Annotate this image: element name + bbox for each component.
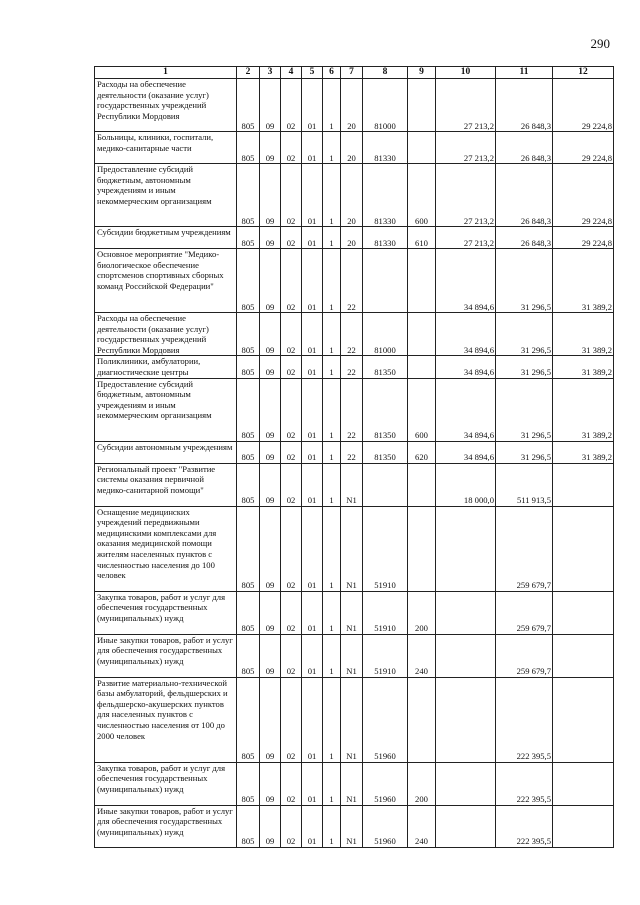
direction-code-cell: 81350: [363, 441, 408, 463]
chapter-code-cell: 805: [237, 249, 260, 313]
column-header: 11: [496, 67, 553, 79]
expense-type-cell: 240: [408, 805, 436, 847]
program-code-cell: 01: [302, 506, 323, 591]
chapter-code-cell: 805: [237, 356, 260, 378]
amount-year-2-cell: 31 296,5: [496, 378, 553, 441]
event-code-cell: N1: [341, 805, 363, 847]
event-code-cell: 20: [341, 132, 363, 164]
table-row: [95, 227, 614, 249]
program-code-cell: 01: [302, 164, 323, 227]
column-header: 9: [408, 67, 436, 79]
section-code-cell: 09: [260, 634, 281, 677]
table-row: [95, 591, 614, 634]
section-code-cell: 09: [260, 378, 281, 441]
amount-year-2-cell: 26 848,3: [496, 164, 553, 227]
amount-year-1-cell: [436, 805, 496, 847]
chapter-code-cell: 805: [237, 634, 260, 677]
table-row: [95, 634, 614, 677]
amount-year-2-cell: 222 395,5: [496, 805, 553, 847]
expense-name-cell: Основное мероприятие "Медико-биологическое обеспечение спортсменов спортивных сборных команд Российской Федерации": [95, 249, 237, 313]
expense-type-cell: [408, 677, 436, 762]
amount-year-2-cell: 259 679,7: [496, 506, 553, 591]
amount-year-2-cell: 31 296,5: [496, 356, 553, 378]
table-header-row: [95, 67, 614, 79]
amount-year-2-cell: 26 848,3: [496, 132, 553, 164]
subprogram-code-cell: 1: [323, 132, 341, 164]
table-row: [95, 677, 614, 762]
subprogram-code-cell: 1: [323, 164, 341, 227]
amount-year-2-cell: 26 848,3: [496, 79, 553, 132]
amount-year-1-cell: 27 213,2: [436, 164, 496, 227]
amount-year-3-cell: [553, 506, 614, 591]
expense-name-cell: Оснащение медицинских учреждений передвижными медицинскими комплексами для оказания медицинской помощи жителям населенных пунктов с численностью населения до 100 человек: [95, 506, 237, 591]
expense-name-cell: Больницы, клиники, госпитали, медико-санитарные части: [95, 132, 237, 164]
event-code-cell: 22: [341, 441, 363, 463]
page-number: 290: [590, 36, 610, 51]
table-body: [95, 79, 614, 848]
section-code-cell: 09: [260, 164, 281, 227]
event-code-cell: N1: [341, 634, 363, 677]
expense-type-cell: [408, 506, 436, 591]
chapter-code-cell: 805: [237, 805, 260, 847]
amount-year-3-cell: 31 389,2: [553, 441, 614, 463]
column-header: 5: [302, 67, 323, 79]
amount-year-3-cell: 31 389,2: [553, 249, 614, 313]
program-code-cell: 01: [302, 227, 323, 249]
amount-year-1-cell: 34 894,6: [436, 441, 496, 463]
table-row: [95, 506, 614, 591]
table-row: [95, 378, 614, 441]
amount-year-1-cell: [436, 634, 496, 677]
chapter-code-cell: 805: [237, 79, 260, 132]
program-code-cell: 01: [302, 591, 323, 634]
subsection-code-cell: 02: [281, 313, 302, 356]
amount-year-3-cell: 31 389,2: [553, 378, 614, 441]
program-code-cell: 01: [302, 441, 323, 463]
expense-type-cell: 600: [408, 378, 436, 441]
column-header: 12: [553, 67, 614, 79]
column-header: 4: [281, 67, 302, 79]
event-code-cell: 22: [341, 249, 363, 313]
table-row: [95, 356, 614, 378]
expense-type-cell: 610: [408, 227, 436, 249]
direction-code-cell: 51910: [363, 591, 408, 634]
amount-year-1-cell: 27 213,2: [436, 227, 496, 249]
direction-code-cell: 51960: [363, 762, 408, 805]
amount-year-1-cell: [436, 506, 496, 591]
direction-code-cell: 81350: [363, 378, 408, 441]
subprogram-code-cell: 1: [323, 249, 341, 313]
section-code-cell: 09: [260, 762, 281, 805]
expense-type-cell: 600: [408, 164, 436, 227]
section-code-cell: 09: [260, 227, 281, 249]
amount-year-1-cell: 34 894,6: [436, 313, 496, 356]
amount-year-3-cell: 31 389,2: [553, 313, 614, 356]
subsection-code-cell: 02: [281, 227, 302, 249]
section-code-cell: 09: [260, 249, 281, 313]
table-row: [95, 313, 614, 356]
expense-type-cell: [408, 313, 436, 356]
program-code-cell: 01: [302, 356, 323, 378]
subprogram-code-cell: 1: [323, 79, 341, 132]
amount-year-3-cell: [553, 634, 614, 677]
amount-year-1-cell: [436, 762, 496, 805]
subsection-code-cell: 02: [281, 591, 302, 634]
table-row: [95, 762, 614, 805]
program-code-cell: 01: [302, 313, 323, 356]
subsection-code-cell: 02: [281, 441, 302, 463]
section-code-cell: 09: [260, 506, 281, 591]
subprogram-code-cell: 1: [323, 762, 341, 805]
column-header: 8: [363, 67, 408, 79]
program-code-cell: 01: [302, 762, 323, 805]
expense-type-cell: [408, 463, 436, 506]
expense-type-cell: [408, 249, 436, 313]
expense-name-cell: Предоставление субсидий бюджетным, автономным учреждениям и иным некоммерческим организациям: [95, 378, 237, 441]
subsection-code-cell: 02: [281, 132, 302, 164]
event-code-cell: N1: [341, 762, 363, 805]
amount-year-3-cell: [553, 591, 614, 634]
amount-year-2-cell: 259 679,7: [496, 634, 553, 677]
event-code-cell: 20: [341, 79, 363, 132]
amount-year-3-cell: [553, 463, 614, 506]
event-code-cell: N1: [341, 506, 363, 591]
amount-year-1-cell: 27 213,2: [436, 79, 496, 132]
event-code-cell: 22: [341, 356, 363, 378]
subprogram-code-cell: 1: [323, 591, 341, 634]
expense-type-cell: 200: [408, 591, 436, 634]
subprogram-code-cell: 1: [323, 356, 341, 378]
chapter-code-cell: 805: [237, 378, 260, 441]
subprogram-code-cell: 1: [323, 805, 341, 847]
column-header: 3: [260, 67, 281, 79]
expense-name-cell: Субсидии бюджетным учреждениям: [95, 227, 237, 249]
event-code-cell: 22: [341, 378, 363, 441]
amount-year-2-cell: 259 679,7: [496, 591, 553, 634]
amount-year-2-cell: 222 395,5: [496, 762, 553, 805]
amount-year-3-cell: 31 389,2: [553, 356, 614, 378]
event-code-cell: 20: [341, 227, 363, 249]
program-code-cell: 01: [302, 634, 323, 677]
section-code-cell: 09: [260, 79, 281, 132]
program-code-cell: 01: [302, 677, 323, 762]
section-code-cell: 09: [260, 313, 281, 356]
amount-year-2-cell: 511 913,5: [496, 463, 553, 506]
amount-year-2-cell: 26 848,3: [496, 227, 553, 249]
program-code-cell: 01: [302, 132, 323, 164]
budget-table: [94, 66, 614, 848]
subsection-code-cell: 02: [281, 463, 302, 506]
amount-year-1-cell: 34 894,6: [436, 356, 496, 378]
subprogram-code-cell: 1: [323, 506, 341, 591]
direction-code-cell: [363, 463, 408, 506]
table-row: [95, 79, 614, 132]
subsection-code-cell: 02: [281, 805, 302, 847]
subprogram-code-cell: 1: [323, 313, 341, 356]
column-header: 2: [237, 67, 260, 79]
column-header: 7: [341, 67, 363, 79]
amount-year-2-cell: 31 296,5: [496, 249, 553, 313]
chapter-code-cell: 805: [237, 164, 260, 227]
expense-name-cell: Иные закупки товаров, работ и услуг для обеспечения государственных (муниципальных) нужд: [95, 805, 237, 847]
event-code-cell: N1: [341, 591, 363, 634]
expense-name-cell: Поликлиники, амбулатории, диагностические центры: [95, 356, 237, 378]
amount-year-1-cell: 34 894,6: [436, 249, 496, 313]
table-row: [95, 441, 614, 463]
expense-type-cell: [408, 79, 436, 132]
amount-year-3-cell: 29 224,8: [553, 79, 614, 132]
amount-year-3-cell: [553, 805, 614, 847]
subsection-code-cell: 02: [281, 79, 302, 132]
direction-code-cell: [363, 249, 408, 313]
direction-code-cell: 81330: [363, 227, 408, 249]
subsection-code-cell: 02: [281, 249, 302, 313]
subsection-code-cell: 02: [281, 677, 302, 762]
program-code-cell: 01: [302, 805, 323, 847]
event-code-cell: 22: [341, 313, 363, 356]
expense-name-cell: Закупка товаров, работ и услуг для обеспечения государственных (муниципальных) нужд: [95, 762, 237, 805]
expense-name-cell: Расходы на обеспечение деятельности (оказание услуг) государственных учреждений Республики Мордовия: [95, 79, 237, 132]
amount-year-2-cell: 31 296,5: [496, 313, 553, 356]
expense-type-cell: 240: [408, 634, 436, 677]
direction-code-cell: 51910: [363, 506, 408, 591]
section-code-cell: 09: [260, 677, 281, 762]
program-code-cell: 01: [302, 463, 323, 506]
chapter-code-cell: 805: [237, 441, 260, 463]
subprogram-code-cell: 1: [323, 227, 341, 249]
chapter-code-cell: 805: [237, 313, 260, 356]
chapter-code-cell: 805: [237, 227, 260, 249]
subsection-code-cell: 02: [281, 356, 302, 378]
amount-year-1-cell: [436, 591, 496, 634]
subsection-code-cell: 02: [281, 762, 302, 805]
amount-year-2-cell: 222 395,5: [496, 677, 553, 762]
direction-code-cell: 81000: [363, 313, 408, 356]
expense-type-cell: 620: [408, 441, 436, 463]
chapter-code-cell: 805: [237, 463, 260, 506]
amount-year-1-cell: 34 894,6: [436, 378, 496, 441]
table-row: [95, 164, 614, 227]
direction-code-cell: 81350: [363, 356, 408, 378]
amount-year-3-cell: 29 224,8: [553, 164, 614, 227]
expense-type-cell: 200: [408, 762, 436, 805]
amount-year-3-cell: 29 224,8: [553, 227, 614, 249]
subprogram-code-cell: 1: [323, 378, 341, 441]
expense-name-cell: Развитие материально-технической базы амбулаторий, фельдшерских и фельдшерско-акушерских пунктов для населенных пунктов с численностью населения от 100 до 2000 человек: [95, 677, 237, 762]
subsection-code-cell: 02: [281, 634, 302, 677]
subsection-code-cell: 02: [281, 506, 302, 591]
expense-name-cell: Предоставление субсидий бюджетным, автономным учреждениям и иным некоммерческим организациям: [95, 164, 237, 227]
program-code-cell: 01: [302, 378, 323, 441]
subsection-code-cell: 02: [281, 378, 302, 441]
chapter-code-cell: 805: [237, 762, 260, 805]
direction-code-cell: 51960: [363, 677, 408, 762]
amount-year-2-cell: 31 296,5: [496, 441, 553, 463]
expense-name-cell: Закупка товаров, работ и услуг для обеспечения государственных (муниципальных) нужд: [95, 591, 237, 634]
amount-year-3-cell: [553, 762, 614, 805]
event-code-cell: N1: [341, 677, 363, 762]
event-code-cell: 20: [341, 164, 363, 227]
direction-code-cell: 51910: [363, 634, 408, 677]
subprogram-code-cell: 1: [323, 634, 341, 677]
expense-name-cell: Иные закупки товаров, работ и услуг для обеспечения государственных (муниципальных) нужд: [95, 634, 237, 677]
direction-code-cell: 81330: [363, 164, 408, 227]
subprogram-code-cell: 1: [323, 677, 341, 762]
amount-year-3-cell: 29 224,8: [553, 132, 614, 164]
program-code-cell: 01: [302, 79, 323, 132]
section-code-cell: 09: [260, 805, 281, 847]
chapter-code-cell: 805: [237, 132, 260, 164]
expense-type-cell: [408, 132, 436, 164]
subprogram-code-cell: 1: [323, 441, 341, 463]
table-row: [95, 249, 614, 313]
section-code-cell: 09: [260, 441, 281, 463]
subsection-code-cell: 02: [281, 164, 302, 227]
expense-type-cell: [408, 356, 436, 378]
table-row: [95, 805, 614, 847]
event-code-cell: N1: [341, 463, 363, 506]
direction-code-cell: 81330: [363, 132, 408, 164]
chapter-code-cell: 805: [237, 677, 260, 762]
program-code-cell: 01: [302, 249, 323, 313]
section-code-cell: 09: [260, 132, 281, 164]
section-code-cell: 09: [260, 591, 281, 634]
expense-name-cell: Региональный проект "Развитие системы оказания первичной медико-санитарной помощи": [95, 463, 237, 506]
column-header: 10: [436, 67, 496, 79]
table-row: [95, 132, 614, 164]
subprogram-code-cell: 1: [323, 463, 341, 506]
section-code-cell: 09: [260, 463, 281, 506]
amount-year-1-cell: 18 000,0: [436, 463, 496, 506]
table-row: [95, 463, 614, 506]
column-header: 6: [323, 67, 341, 79]
chapter-code-cell: 805: [237, 591, 260, 634]
direction-code-cell: 81000: [363, 79, 408, 132]
amount-year-1-cell: [436, 677, 496, 762]
expense-name-cell: Субсидии автономным учреждениям: [95, 441, 237, 463]
section-code-cell: 09: [260, 356, 281, 378]
direction-code-cell: 51960: [363, 805, 408, 847]
chapter-code-cell: 805: [237, 506, 260, 591]
expense-name-cell: Расходы на обеспечение деятельности (оказание услуг) государственных учреждений Республики Мордовия: [95, 313, 237, 356]
amount-year-3-cell: [553, 677, 614, 762]
column-header: 1: [95, 67, 237, 79]
amount-year-1-cell: 27 213,2: [436, 132, 496, 164]
